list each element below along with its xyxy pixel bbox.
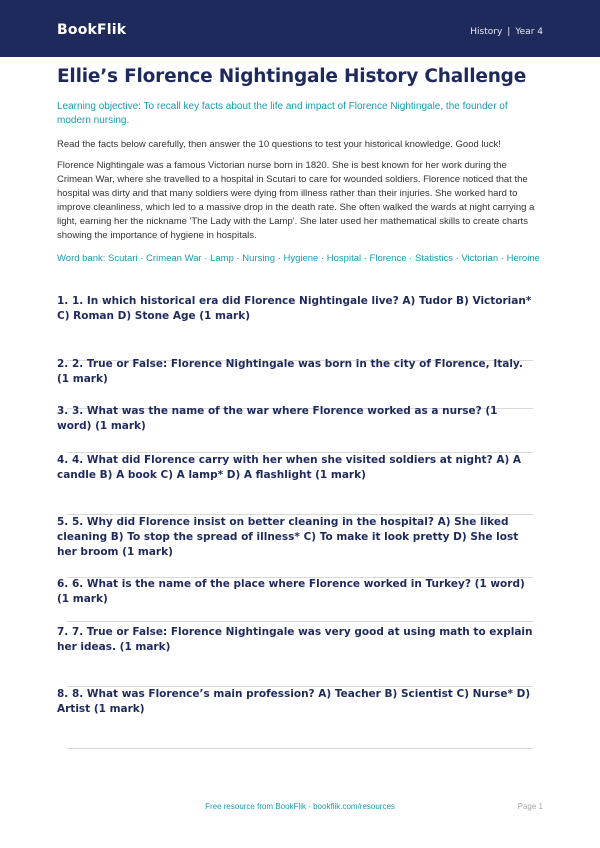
worksheet-intro [57, 64, 543, 265]
brand-logo[interactable]: BookFlik [57, 22, 127, 38]
page-title: Ellie’s Florence Nightingale History Challenge [57, 66, 527, 87]
question-item [57, 357, 535, 387]
instructions: Read the facts below carefully, then answer the 10 questions to test your historical knowledge. Good luck! [57, 139, 501, 150]
answer-line[interactable] [67, 621, 533, 622]
word-bank: Word bank: Scutari · Crimean War · Lamp · Nursing · Hygiene · Hospital · Florence · Statistics · Victorian · Heroine [57, 253, 540, 264]
question-item [57, 404, 535, 434]
question-text: 6. 6. What is the name of the place where Florence worked in Turkey? (1 word) (1 mark) [57, 578, 525, 605]
breadcrumb-year[interactable]: Year 4 [515, 27, 543, 37]
question-text: 7. 7. True or False: Florence Nightingale was very good at using math to explain her ideas. (1 mark) [57, 626, 533, 653]
learning-objective: Learning objective: To recall key facts about the life and impact of Florence Nightingale, the founder of modern nursing. [57, 101, 508, 126]
question-item [57, 687, 535, 717]
answer-line[interactable] [67, 748, 533, 749]
question-text: 3. 3. What was the name of the war where Florence worked as a nurse? (1 word) (1 mark) [57, 405, 498, 432]
facts-paragraph: Florence Nightingale was a famous Victorian nurse born in 1820. She is best known for her work during the Crimean War, where she travelled to a hospital in Scutari to care for wounded soldiers. Florence noticed that the hospital was dirty and that many soldiers were dying from illness rather than their injuries. She worked hard to improve cleanliness, which led to a massive drop in the death rate. She often walked the wards at night carrying a light, earning her the nickname 'The Lady with the Lamp'. She later used her mathematical skills to create charts showing the importance of hygiene in hospitals. [57, 160, 535, 241]
question-text: 4. 4. What did Florence carry with her when she visited soldiers at night? A) A candle B) A book C) A lamp* D) A flashlight (1 mark) [57, 454, 522, 481]
question-item [57, 294, 535, 324]
breadcrumb-subject[interactable]: History [470, 27, 503, 37]
question-item [57, 577, 535, 607]
breadcrumb [470, 27, 543, 37]
breadcrumb-separator: | [507, 27, 511, 37]
page-header [0, 0, 600, 57]
question-item [57, 515, 535, 560]
question-item [57, 625, 535, 655]
question-text: 8. 8. What was Florence’s main profession? A) Teacher B) Scientist C) Nurse* D) Artist (1 mark) [57, 688, 531, 715]
question-text: 2. 2. True or False: Florence Nightingale was born in the city of Florence, Italy. (1 mark) [57, 358, 523, 385]
question-text: 1. 1. In which historical era did Florence Nightingale live? A) Tudor B) Victorian* C) Roman D) Stone Age (1 mark) [57, 295, 532, 322]
page-number: Page 1 [517, 802, 543, 811]
question-item [57, 453, 535, 483]
question-text: 5. 5. Why did Florence insist on better cleaning in the hospital? A) She liked cleaning B) To stop the spread of illness* C) To make it look pretty D) She lost her broom (1 mark) [57, 516, 519, 558]
footer-link[interactable]: Free resource from BookFlik · bookflik.com/resources [205, 802, 395, 811]
